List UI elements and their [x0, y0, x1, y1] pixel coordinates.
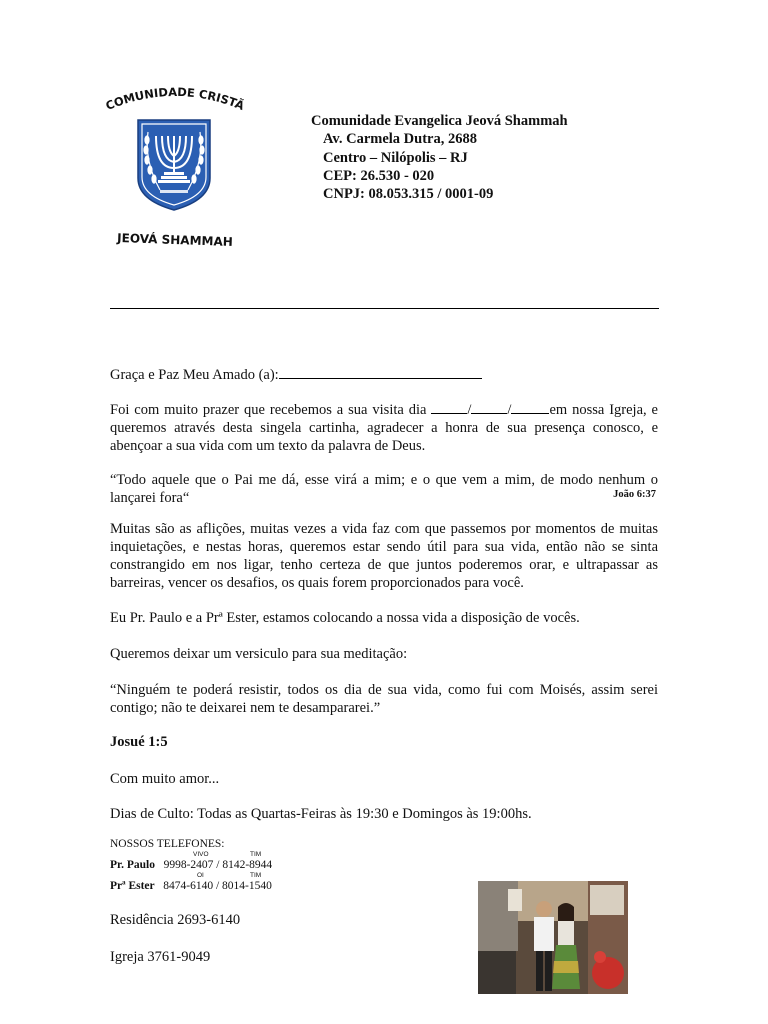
- phone-row-ester: [110, 880, 272, 892]
- carrier-label: OI: [197, 872, 204, 879]
- svg-text:JEOVÁ SHAMMAH: JEOVÁ SHAMMAH: [116, 230, 234, 250]
- pastors-photo: [478, 881, 628, 994]
- verse-intro: Queremos deixar um versiculo para sua meditação:: [110, 646, 408, 662]
- greeting-text: Graça e Paz Meu Amado (a):: [110, 367, 279, 383]
- carrier-label: TIM: [250, 872, 262, 879]
- pastors-paragraph: Eu Pr. Paulo e a Prª Ester, estamos colocando a nossa vida a disposição de vocês.: [110, 610, 580, 626]
- church-phone: Igreja 3761-9049: [110, 949, 211, 965]
- visit-paragraph: Foi com muito prazer que recebemos a sua visita dia / / em nossa Igreja, e queremos através desta singela cartinha, agradecer a honra de sua presença conosco, e abençoar a sua vida com um texto da palavra de Deus.: [110, 402, 658, 454]
- org-cep: CEP: 26.530 - 020: [323, 167, 435, 184]
- svg-text:COMUNIDADE CRISTÃ: [104, 85, 247, 113]
- phone-numbers: 9998-2407 / 8142-8944: [163, 859, 273, 871]
- logo-bottom-text: [108, 230, 242, 250]
- bible-quote-2-reference: Josué 1:5: [110, 734, 168, 750]
- phone-name: Prª Ester: [110, 880, 155, 892]
- phone-row-paulo: [110, 859, 272, 871]
- menorah-emblem-icon: [134, 116, 214, 212]
- carrier-label: VIVO: [193, 851, 209, 858]
- org-name: Comunidade Evangelica Jeová Shammah: [311, 113, 568, 129]
- bible-quote-2: “Ninguém te poderá resistir, todos os dia de sua vida, como fui com Moisés, assim serei contigo; não te deixarei nem te desampararei.”: [110, 682, 658, 716]
- org-header: [311, 112, 568, 203]
- bible-quote-1: “Todo aquele que o Pai me dá, esse virá a mim; e o que vem a mim, de modo nenhum o lançarei fora“: [110, 472, 658, 506]
- date-year-blank: [511, 400, 549, 414]
- encouragement-paragraph: Muitas são as aflições, muitas vezes a vida faz com que passemos por momentos de muitas inquietações, e nestas horas, queremos estar sendo útil para sua vida, então não se sinta constrangido em nos ligar, tenho certeza de que juntos poderemos orar, e ultrapassar as barreiras, vencer os desafios, os quais forem proporcionados para você.: [110, 521, 658, 591]
- residence-phone: Residência 2693-6140: [110, 912, 241, 928]
- carrier-label: TIM: [250, 851, 262, 858]
- date-day-blank: [431, 400, 467, 414]
- phone-numbers: 8474-6140 / 8014-1540: [163, 880, 272, 892]
- org-district: Centro – Nilópolis – RJ: [323, 149, 468, 166]
- date-month-blank: [471, 400, 507, 414]
- name-blank: [279, 365, 482, 379]
- service-days: Dias de Culto: Todas as Quartas-Feiras às 19:30 e Domingos às 19:00hs.: [110, 806, 532, 822]
- logo-top-text: COMUNIDADE CRISTÃ: [103, 84, 247, 113]
- closing-line: Com muito amor...: [110, 771, 220, 787]
- header-divider: [110, 308, 659, 309]
- org-cnpj: CNPJ: 08.053.315 / 0001-09: [323, 186, 494, 203]
- phone-name: Pr. Paulo: [110, 859, 155, 871]
- org-address: Av. Carmela Dutra, 2688: [323, 131, 477, 148]
- visit-paragraph-start: Foi com muito prazer que recebemos a sua visita dia: [110, 402, 432, 418]
- bible-quote-1-reference: João 6:37: [613, 489, 656, 500]
- greeting-line: [110, 365, 658, 384]
- phones-title: NOSSOS TELEFONES:: [110, 838, 225, 850]
- visit-paragraph-rest: em nossa Igreja, e queremos através desta singela cartinha, agradecer a honra de sua presença conosco, e abençoar a sua vida com um texto da palavra de Deus.: [110, 402, 658, 454]
